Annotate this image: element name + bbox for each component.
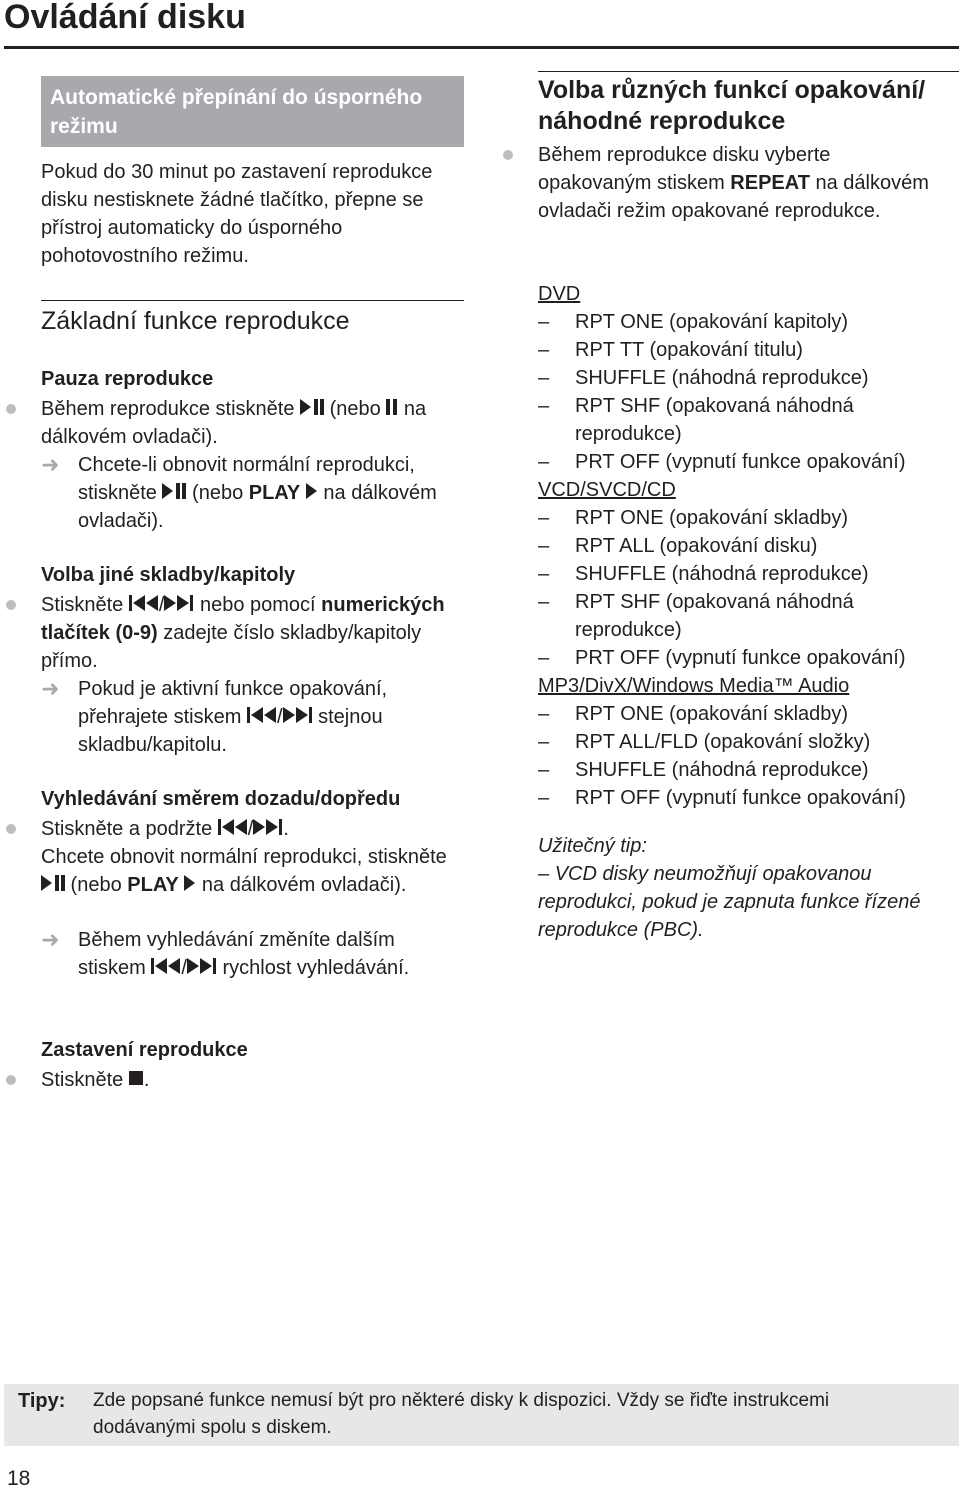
play-icon — [184, 875, 196, 891]
dash: – — [538, 731, 550, 753]
dash: – — [538, 647, 550, 669]
previous-track-icon — [129, 595, 159, 611]
page-number: 18 — [7, 1467, 31, 1490]
select-track-heading: Volba jiné skladby/kapitoly — [41, 564, 296, 586]
group-mp3-label: MP3/DivX/Windows Media™ Audio — [538, 675, 850, 697]
list-item-text: RPT ONE (opakování skladby) — [575, 507, 849, 529]
next-track-icon — [187, 958, 217, 974]
search-text-4: (nebo — [65, 874, 128, 896]
dash: – — [538, 451, 550, 473]
play-key-label: PLAY — [127, 874, 179, 896]
list-item-text: RPT SHF (opakovaná náhodná reprodukce) — [575, 591, 854, 641]
dash: – — [538, 311, 550, 333]
play-pause-icon — [300, 399, 324, 415]
pause-arrow-item — [41, 451, 466, 535]
list-item — [538, 700, 959, 728]
repeat-intro — [538, 141, 948, 225]
page-title: Ovládání disku — [4, 0, 246, 36]
select-repeat-text-2: stejnou skladbu/kapitolu. — [78, 706, 383, 756]
bullet-dot — [6, 824, 16, 834]
list-item-text: RPT ALL (opakování disku) — [575, 535, 818, 557]
search-arrow-item — [41, 926, 466, 982]
list-item — [538, 784, 959, 812]
dash: – — [538, 703, 550, 725]
list-item — [538, 728, 959, 756]
next-track-icon — [164, 595, 194, 611]
search-bullet-item — [41, 815, 466, 899]
dash: – — [538, 395, 550, 417]
dash: – — [538, 591, 550, 613]
select-text-2: nebo pomocí — [194, 594, 322, 616]
list-item — [538, 756, 959, 784]
dash: – — [538, 367, 550, 389]
title-rule — [4, 46, 959, 49]
play-key-label: PLAY — [248, 482, 301, 504]
pause-resume-text-3: na dálkovém ovladači). — [78, 482, 437, 532]
search-speed-text-1: Během vyhledávání změníte dalším stiskem — [78, 929, 395, 979]
stop-heading: Zastavení reprodukce — [41, 1039, 248, 1061]
bullet-dot — [6, 404, 16, 414]
section-rule — [538, 71, 959, 72]
repeat-key-label: REPEAT — [730, 172, 810, 194]
useful-tip-body: VCD disky neumožňují opakovanou reprodukci, pokud je zapnuta funkce řízené reprodukce (PBC). — [538, 863, 921, 941]
slash: / — [181, 957, 187, 979]
auto-standby-title: Automatické přepínání do úsporného režimu — [50, 86, 423, 138]
pause-resume-text-1: Chcete-li obnovit normální reprodukci, stiskněte — [78, 454, 415, 504]
list-item — [538, 644, 959, 672]
search-text-2: . — [283, 818, 289, 840]
dash: – — [538, 507, 550, 529]
list-item-text: SHUFFLE (náhodná reprodukce) — [575, 563, 869, 585]
list-item-text: RPT SHF (opakovaná náhodná reprodukce) — [575, 395, 854, 445]
dash: – — [538, 863, 550, 885]
arrow-right-icon: ➜ — [41, 676, 60, 701]
previous-track-icon — [247, 707, 277, 723]
dash: – — [538, 787, 550, 809]
list-item — [538, 532, 959, 560]
tips-label: Tipy: — [18, 1390, 66, 1412]
stop-icon — [129, 1070, 144, 1086]
slash: / — [247, 818, 254, 840]
search-speed-text-2: rychlost vyhledávání. — [216, 957, 410, 979]
group-vcd-label: VCD/SVCD/CD — [538, 479, 676, 501]
select-text-3: zadejte číslo skladby/kapitoly přímo. — [41, 622, 422, 672]
dash: – — [538, 759, 550, 781]
dash: – — [538, 339, 550, 361]
slash: / — [158, 594, 165, 616]
pause-text-2: (nebo — [324, 398, 387, 420]
search-text-1: Stiskněte a podržte — [41, 818, 218, 840]
search-text-5: na dálkovém ovladači). — [196, 874, 407, 896]
previous-track-icon — [218, 819, 248, 835]
select-repeat-text-1: Pokud je aktivní funkce opakování, přehrajete stiskem — [78, 678, 388, 728]
pause-bullet-item — [41, 395, 466, 451]
list-item-text: PRT OFF (vypnutí funkce opakování) — [575, 647, 906, 669]
list-item — [538, 336, 959, 364]
stop-text-2: . — [143, 1069, 150, 1091]
basic-functions-title: Základní funkce reprodukce — [41, 307, 350, 335]
select-arrow-item — [41, 675, 466, 759]
useful-tip-title: Užitečný tip: — [538, 835, 647, 857]
repeat-mode-list — [538, 280, 959, 812]
select-text-1: Stiskněte — [41, 594, 129, 616]
slash: / — [276, 706, 283, 728]
previous-track-icon — [151, 958, 181, 974]
tips-text: Zde popsané funkce nemusí být pro některé disky k dispozici. Vždy se řiďte instrukcemi dodávanými spolu s diskem. — [93, 1390, 830, 1438]
repeat-intro-text-1: Během reprodukce disku vyberte opakovaným stiskem — [538, 144, 831, 194]
useful-tip-text — [538, 860, 959, 944]
pause-icon — [386, 399, 398, 415]
next-track-icon — [283, 707, 313, 723]
section-rule — [41, 300, 464, 301]
play-pause-icon — [41, 875, 65, 891]
list-item — [538, 308, 959, 336]
dash: – — [538, 563, 550, 585]
auto-standby-text: Pokud do 30 minut po zastavení reprodukce disku nestisknete žádné tlačítko, přepne se přístroj automaticky do úsporného pohotovostního režimu. — [41, 161, 433, 267]
list-item-text: SHUFFLE (náhodná reprodukce) — [575, 367, 869, 389]
pause-text-3: na dálkovém ovladači). — [41, 398, 427, 448]
bullet-dot — [503, 150, 513, 160]
repeat-title: Volba různých funkcí opakování/ náhodné reprodukce — [538, 76, 926, 135]
search-heading: Vyhledávání směrem dozadu/dopředu — [41, 788, 401, 810]
list-item-text: RPT OFF (vypnutí funkce opakování) — [575, 787, 906, 809]
stop-bullet-item — [41, 1066, 466, 1094]
list-item-text: RPT ONE (opakování kapitoly) — [575, 311, 849, 333]
pause-resume-text-2: (nebo — [186, 482, 249, 504]
list-item — [538, 364, 959, 392]
list-item — [538, 560, 959, 588]
repeat-intro-text-2: na dálkovém ovladači režim opakované reprodukce. — [538, 172, 929, 222]
search-text-3: Chcete obnovit normální reprodukci, stiskněte — [41, 846, 447, 868]
pause-heading: Pauza reprodukce — [41, 368, 214, 390]
bullet-dot — [6, 600, 16, 610]
list-item-text: RPT ALL/FLD (opakování složky) — [575, 731, 871, 753]
arrow-right-icon: ➜ — [41, 452, 60, 477]
numeric-keys-label: numerických tlačítek (0-9) — [41, 594, 445, 644]
play-icon — [306, 483, 318, 499]
stop-text-1: Stiskněte — [41, 1069, 129, 1091]
arrow-right-icon: ➜ — [41, 927, 60, 952]
list-item-text: RPT ONE (opakování skladby) — [575, 703, 849, 725]
list-item-text: SHUFFLE (náhodná reprodukce) — [575, 759, 869, 781]
next-track-icon — [253, 819, 283, 835]
list-item — [538, 392, 895, 448]
list-item-text: RPT TT (opakování titulu) — [575, 339, 803, 361]
group-dvd-label: DVD — [538, 283, 581, 305]
select-bullet-item — [41, 591, 466, 675]
list-item — [538, 504, 959, 532]
pause-text-1: Během reprodukce stiskněte — [41, 398, 301, 420]
dash: – — [538, 535, 550, 557]
list-item — [538, 448, 959, 476]
list-item — [538, 588, 895, 644]
bullet-dot — [6, 1075, 16, 1085]
list-item-text: PRT OFF (vypnutí funkce opakování) — [575, 451, 906, 473]
useful-tip — [538, 832, 959, 944]
play-pause-icon — [162, 483, 186, 499]
